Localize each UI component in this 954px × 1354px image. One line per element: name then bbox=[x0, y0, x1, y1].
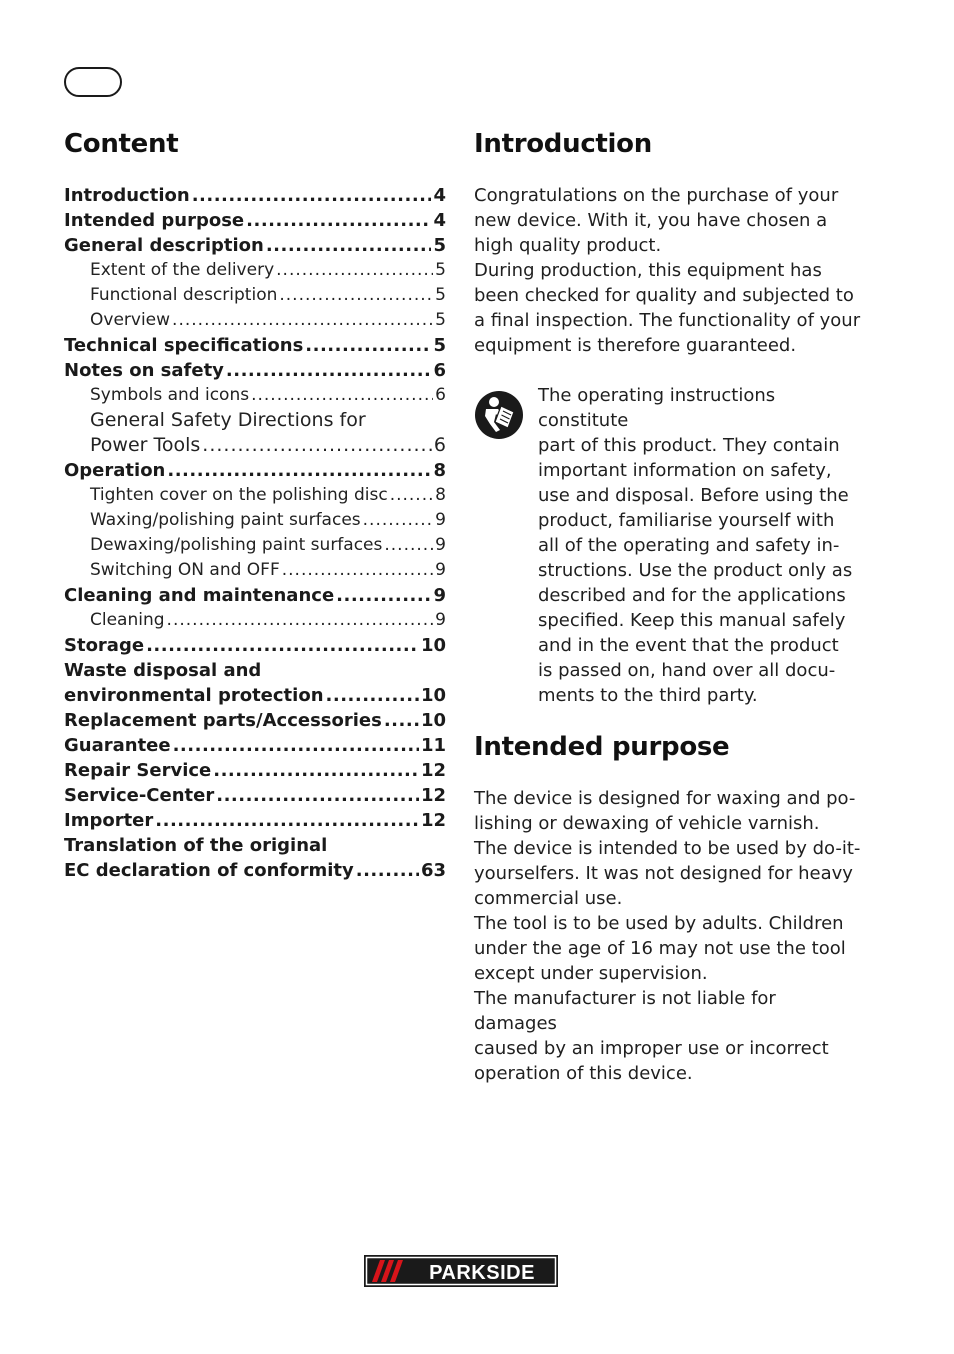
text-line: During production, this equipment has bbox=[474, 260, 822, 281]
text-line: operation of this device. bbox=[474, 1063, 693, 1084]
toc-entry[interactable] bbox=[64, 833, 446, 858]
toc-entry-label: Introduction bbox=[64, 185, 190, 206]
toc-entry-label: Storage bbox=[64, 635, 145, 656]
text-line: important information on safety, bbox=[538, 460, 832, 481]
toc-leader-dots bbox=[146, 633, 419, 658]
toc-leader-dots bbox=[390, 483, 433, 508]
toc-entry[interactable] bbox=[64, 358, 446, 383]
toc-entry-page: 10 bbox=[420, 685, 446, 706]
toc-entry-page: 11 bbox=[420, 735, 446, 756]
toc-entry-page: 9 bbox=[435, 510, 446, 530]
toc-entry-page: 10 bbox=[420, 635, 446, 656]
text-line: except under supervision. bbox=[474, 963, 708, 984]
toc-entry[interactable] bbox=[64, 308, 446, 333]
toc-entry-page: 6 bbox=[433, 360, 446, 381]
text-line: yourselfers. It was not designed for heavy bbox=[474, 863, 853, 884]
toc-entry-label: Repair Service bbox=[64, 760, 212, 781]
text-line: equipment is therefore guaranteed. bbox=[474, 335, 797, 356]
intended-purpose-text bbox=[474, 786, 864, 1086]
text-line: use and disposal. Before using the bbox=[538, 485, 849, 506]
text-line: structions. Use the product only as bbox=[538, 560, 853, 581]
text-line: product, familiarise yourself with bbox=[538, 510, 835, 531]
toc-entry[interactable] bbox=[64, 333, 446, 358]
text-line: and in the event that the product bbox=[538, 635, 839, 656]
toc-entry[interactable] bbox=[64, 683, 446, 708]
toc-entry-label: Functional description bbox=[90, 285, 278, 305]
text-line: under the age of 16 may not use the tool bbox=[474, 938, 846, 959]
toc-heading: Content bbox=[64, 129, 179, 159]
toc-leader-dots bbox=[363, 508, 434, 533]
toc-leader-dots bbox=[216, 783, 419, 808]
toc-entry-label: Operation bbox=[64, 460, 166, 481]
toc-entry[interactable] bbox=[64, 758, 446, 783]
toc-entry-label: Service-Center bbox=[64, 785, 215, 806]
toc-leader-dots bbox=[173, 733, 419, 758]
toc-entry[interactable] bbox=[64, 633, 446, 658]
text-line: described and for the applications bbox=[538, 585, 846, 606]
toc-entry-label: Guarantee bbox=[64, 735, 171, 756]
toc-list bbox=[64, 183, 446, 883]
intended-purpose-heading: Intended purpose bbox=[474, 732, 730, 762]
text-line: been checked for quality and subjected to bbox=[474, 285, 854, 306]
toc-entry-label: environmental protection bbox=[64, 685, 324, 706]
read-manual-icon bbox=[474, 390, 524, 440]
toc-leader-dots bbox=[356, 858, 419, 883]
toc-entry[interactable] bbox=[64, 208, 446, 233]
toc-leader-dots bbox=[282, 558, 433, 583]
toc-leader-dots bbox=[202, 433, 432, 458]
text-line: Congratulations on the purchase of your bbox=[474, 185, 839, 206]
toc-column bbox=[64, 126, 446, 883]
introduction-heading: Introduction bbox=[474, 129, 652, 159]
toc-entry-page: 4 bbox=[433, 210, 446, 231]
toc-entry[interactable] bbox=[64, 458, 446, 483]
toc-entry-page: 9 bbox=[433, 585, 446, 606]
toc-entry[interactable] bbox=[64, 808, 446, 833]
toc-entry-label: Replacement parts/Accessories bbox=[64, 710, 382, 731]
toc-entry-page: 4 bbox=[433, 185, 446, 206]
toc-entry-label: Technical specifications bbox=[64, 335, 304, 356]
text-line: commercial use. bbox=[474, 888, 623, 909]
language-badge bbox=[64, 67, 122, 97]
toc-entry-page: 63 bbox=[420, 860, 446, 881]
toc-entry-page: 12 bbox=[420, 760, 446, 781]
toc-entry-label: Notes on safety bbox=[64, 360, 224, 381]
toc-entry-label: Waste disposal and bbox=[64, 660, 262, 681]
parkside-logo bbox=[364, 1255, 558, 1287]
toc-entry[interactable] bbox=[64, 383, 446, 408]
toc-entry[interactable] bbox=[64, 858, 446, 883]
toc-leader-dots bbox=[251, 383, 433, 408]
toc-leader-dots bbox=[326, 683, 419, 708]
text-line: specified. Keep this manual safely bbox=[538, 610, 846, 631]
toc-leader-dots bbox=[167, 458, 431, 483]
toc-entry-page: 9 bbox=[435, 560, 446, 580]
toc-entry-label: General description bbox=[64, 235, 264, 256]
toc-leader-dots bbox=[384, 708, 419, 733]
text-line: new device. With it, you have chosen a bbox=[474, 210, 828, 231]
toc-leader-dots bbox=[246, 208, 431, 233]
toc-entry-page: 5 bbox=[435, 260, 446, 280]
toc-entry-label: Cleaning and maintenance bbox=[64, 585, 335, 606]
toc-entry-label: Tighten cover on the polishing disc bbox=[90, 485, 388, 505]
toc-entry-label: Intended purpose bbox=[64, 210, 245, 231]
text-line: is passed on, hand over all docu- bbox=[538, 660, 836, 681]
toc-entry-page: 12 bbox=[420, 810, 446, 831]
text-line: caused by an improper use or incorrect bbox=[474, 1038, 829, 1059]
toc-entry[interactable] bbox=[64, 408, 446, 433]
manual-notice-text bbox=[538, 383, 864, 708]
toc-entry[interactable] bbox=[64, 708, 446, 733]
text-line: The device is designed for waxing and po- bbox=[474, 788, 856, 809]
toc-entry-label: Overview bbox=[90, 310, 171, 330]
toc-entry-label: Waxing/polishing paint surfaces bbox=[90, 510, 361, 530]
toc-leader-dots bbox=[167, 608, 434, 633]
text-line: The operating instructions constitute bbox=[538, 385, 776, 431]
toc-entry-label: Dewaxing/polishing paint surfaces bbox=[90, 535, 383, 555]
toc-entry-page: 5 bbox=[433, 335, 446, 356]
toc-leader-dots bbox=[384, 533, 433, 558]
toc-entry-label: General Safety Directions for bbox=[90, 409, 366, 431]
manual-notice bbox=[474, 383, 864, 708]
toc-entry-page: 5 bbox=[435, 285, 446, 305]
toc-leader-dots bbox=[213, 758, 419, 783]
toc-entry[interactable] bbox=[64, 783, 446, 808]
toc-entry-label: EC declaration of conformity bbox=[64, 860, 354, 881]
text-line: lishing or dewaxing of vehicle varnish. bbox=[474, 813, 820, 834]
toc-entry-label: Cleaning bbox=[90, 610, 165, 630]
text-line: ments to the third party. bbox=[538, 685, 758, 706]
text-line: The tool is to be used by adults. Children bbox=[474, 913, 844, 934]
toc-entry-page: 6 bbox=[433, 434, 446, 456]
toc-entry-page: 5 bbox=[433, 235, 446, 256]
toc-entry[interactable] bbox=[64, 483, 446, 508]
toc-entry[interactable] bbox=[64, 608, 446, 633]
toc-entry-label: Translation of the original bbox=[64, 835, 328, 856]
toc-entry-page: 9 bbox=[435, 610, 446, 630]
toc-entry[interactable] bbox=[64, 733, 446, 758]
toc-entry-page: 12 bbox=[420, 785, 446, 806]
toc-entry-label: Switching ON and OFF bbox=[90, 560, 280, 580]
toc-entry-page: 10 bbox=[420, 710, 446, 731]
toc-entry-page: 6 bbox=[435, 385, 446, 405]
toc-entry[interactable] bbox=[64, 283, 446, 308]
toc-leader-dots bbox=[155, 808, 419, 833]
toc-entry[interactable] bbox=[64, 258, 446, 283]
content-column bbox=[474, 126, 864, 1086]
logo-text: PARKSIDE bbox=[429, 1262, 535, 1284]
text-line: a final inspection. The functionality of your bbox=[474, 310, 861, 331]
introduction-text bbox=[474, 183, 864, 358]
text-line: The device is intended to be used by do-it- bbox=[474, 838, 861, 859]
toc-entry[interactable] bbox=[64, 233, 446, 258]
toc-leader-dots bbox=[336, 583, 431, 608]
toc-leader-dots bbox=[266, 233, 432, 258]
toc-entry[interactable] bbox=[64, 658, 446, 683]
toc-leader-dots bbox=[279, 283, 433, 308]
toc-entry-label: Extent of the delivery bbox=[90, 260, 275, 280]
toc-entry-page: 5 bbox=[435, 310, 446, 330]
toc-entry-page: 8 bbox=[433, 460, 446, 481]
text-line: The manufacturer is not liable for damages bbox=[474, 988, 776, 1034]
toc-leader-dots bbox=[305, 333, 431, 358]
text-line: part of this product. They contain bbox=[538, 435, 840, 456]
toc-entry[interactable] bbox=[64, 533, 446, 558]
toc-leader-dots bbox=[192, 183, 432, 208]
toc-entry[interactable] bbox=[64, 583, 446, 608]
text-line: all of the operating and safety in- bbox=[538, 535, 840, 556]
toc-entry-label: Symbols and icons bbox=[90, 385, 250, 405]
toc-entry[interactable] bbox=[64, 508, 446, 533]
toc-leader-dots bbox=[226, 358, 432, 383]
toc-leader-dots bbox=[276, 258, 433, 283]
text-line: high quality product. bbox=[474, 235, 662, 256]
toc-entry-label: Importer bbox=[64, 810, 154, 831]
toc-leader-dots bbox=[172, 308, 433, 333]
toc-entry[interactable] bbox=[64, 558, 446, 583]
toc-entry[interactable] bbox=[64, 183, 446, 208]
toc-entry-page: 9 bbox=[435, 535, 446, 555]
toc-entry[interactable] bbox=[64, 433, 446, 458]
toc-entry-page: 8 bbox=[435, 485, 446, 505]
toc-entry-label: Power Tools bbox=[90, 434, 201, 456]
